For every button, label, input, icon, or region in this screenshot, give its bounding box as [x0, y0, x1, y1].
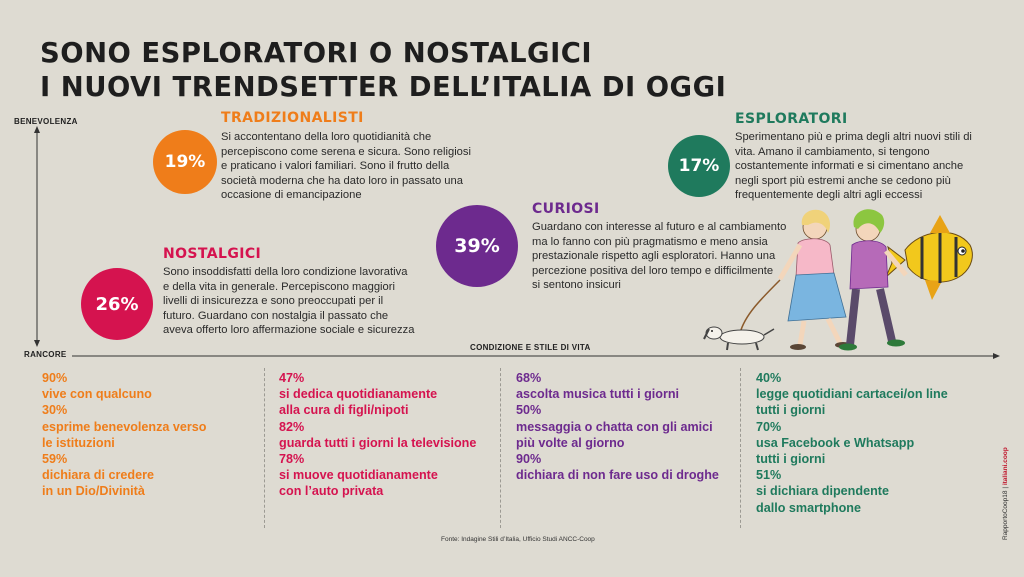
stat-line: le istituzioni [42, 435, 115, 450]
tradizionalisti-description [221, 130, 521, 203]
esploratori-percent: 17% [678, 156, 720, 176]
stat-line: 50% [516, 403, 542, 418]
tradizionalisti-percent: 19% [164, 152, 206, 172]
illustration-walkers [700, 205, 1000, 355]
esploratori-line: frequentemente degli altri agli eccessi [735, 189, 923, 201]
stat-line: 68% [516, 371, 542, 385]
esploratori-line: costantemente informati e si cimentano anche [735, 160, 964, 172]
woman-blonde-illustration [780, 210, 851, 350]
woman-green-hair-illustration [839, 209, 906, 350]
curiosi-percent: 39% [454, 235, 500, 257]
tradizionalisti-block [221, 110, 521, 203]
esploratori-line: negli sport più estremi anche se cedono più [735, 174, 951, 187]
y-axis-top-label: BENEVOLENZA [14, 117, 78, 126]
brand-prefix: RapportoCoop18 | [1002, 486, 1009, 540]
stat-line: si muove quotidianamente [279, 468, 438, 483]
nostalgici-line: aveva offerto loro affermazione sociale e sicurezza [163, 324, 415, 336]
nostalgici-line: futuro. Guardano con nostalgia il passato che [163, 309, 389, 322]
stat-line: 59% [42, 452, 68, 467]
stat-line: 78% [279, 452, 305, 467]
stat-line: 40% [756, 371, 782, 385]
column-divider [264, 368, 265, 528]
esploratori-line: Sperimentano più e prima degli altri nuovi stili di [735, 131, 972, 143]
stat-line: dallo smartphone [756, 500, 861, 515]
tradizionalisti-line: Si accontentano della loro quotidianità che [221, 131, 432, 143]
x-axis-label: CONDIZIONE E STILE DI VITA [470, 343, 591, 352]
tradizionalisti-line: percepiscono come serena e sicura. Sono religiosi [221, 145, 471, 158]
curiosi-line: si sentono insicuri [532, 279, 621, 291]
nostalgici-block [163, 246, 463, 338]
stat-line: 51% [756, 468, 782, 483]
curiosi-line: prestazionale rispetto agli esploratori. Hanno una [532, 250, 776, 262]
nostalgici-description [163, 265, 463, 338]
dachshund-illustration [704, 327, 774, 350]
stats-column-esploratori [756, 370, 948, 516]
esploratori-percent-circle [668, 135, 730, 197]
y-axis-bottom-label: RANCORE [24, 350, 67, 359]
stat-line: vive con qualcuno [42, 387, 152, 402]
stat-line: usa Facebook e Whatsapp [756, 435, 915, 450]
source-note: Fonte: Indagine Stili d’Italia, Ufficio Studi ANCC-Coop [441, 536, 595, 543]
stat-line: si dedica quotidianamente [279, 387, 438, 402]
tradizionalisti-percent-circle [153, 130, 217, 194]
nostalgici-title: NOSTALGICI [163, 246, 262, 262]
esploratori-description [735, 130, 995, 203]
tradizionalisti-line: società moderna che ha dato loro in passato una [221, 174, 463, 187]
column-divider [740, 368, 741, 528]
nostalgici-percent-circle [81, 268, 153, 340]
stat-line: con l’auto privata [279, 484, 384, 499]
stat-line: 47% [279, 371, 305, 385]
curiosi-percent-circle [436, 205, 518, 287]
brand-site: italiani.coop [1002, 447, 1009, 486]
nostalgici-line: Sono insoddisfatti della loro condizione lavorativa [163, 266, 408, 278]
stat-line: legge quotidiani cartacei/on line [756, 387, 948, 402]
title-line-2: I NUOVI TRENDSETTER DELL’ITALIA DI OGGI [40, 70, 727, 103]
stat-line: guarda tutti i giorni la televisione [279, 435, 477, 450]
stat-line: 90% [516, 452, 542, 467]
title-line-1: SONO ESPLORATORI O NOSTALGICI [40, 36, 593, 69]
stat-line: messaggia o chatta con gli amici [516, 419, 713, 434]
tradizionalisti-title: TRADIZIONALISTI [221, 110, 364, 126]
stat-line: ascolta musica tutti i giorni [516, 387, 680, 402]
stat-line: tutti i giorni [756, 452, 826, 467]
esploratori-title: ESPLORATORI [735, 111, 848, 127]
esploratori-line: vita. Amano il cambiamento, si tengono [735, 145, 930, 158]
stats-column-curiosi [516, 370, 719, 483]
stat-line: esprime benevolenza verso [42, 419, 207, 434]
stat-line: 70% [756, 419, 782, 434]
stat-line: più volte al giorno [516, 435, 625, 450]
tradizionalisti-line: occasione di emancipazione [221, 189, 362, 201]
stat-line: in un Dio/Divinità [42, 484, 145, 499]
stats-column-nostalgici [279, 370, 476, 500]
nostalgici-line: e della vita in generale. Percepiscono maggiori [163, 280, 395, 293]
stat-line: 90% [42, 371, 68, 385]
nostalgici-percent: 26% [95, 293, 139, 315]
curiosi-title: CURIOSI [532, 201, 600, 217]
stat-line: dichiara di credere [42, 468, 154, 483]
esploratori-block [735, 111, 995, 203]
stat-line: 30% [42, 403, 68, 418]
nostalgici-line: livelli di insicurezza e sono preoccupati per il [163, 295, 384, 307]
stat-line: si dichiara dipendente [756, 484, 889, 499]
fish-illustration [886, 215, 972, 300]
stat-line: tutti i giorni [756, 403, 826, 418]
curiosi-line: Guardano con interesse al futuro e al cambiamento [532, 221, 787, 233]
stat-line: 82% [279, 419, 305, 434]
curiosi-line: percezione positiva del loro tempo e difficilmente [532, 264, 774, 277]
stat-line: dichiara di non fare uso di droghe [516, 468, 719, 483]
curiosi-line: ma lo fanno con più pragmatismo e meno ansia [532, 235, 768, 248]
stat-line: alla cura di figli/nipoti [279, 403, 409, 418]
brand-vertical-label [1002, 447, 1009, 540]
stats-column-tradizionalisti [42, 370, 207, 500]
tradizionalisti-line: e praticano i valori familiari. Sono il frutto della [221, 160, 450, 172]
column-divider [500, 368, 501, 528]
